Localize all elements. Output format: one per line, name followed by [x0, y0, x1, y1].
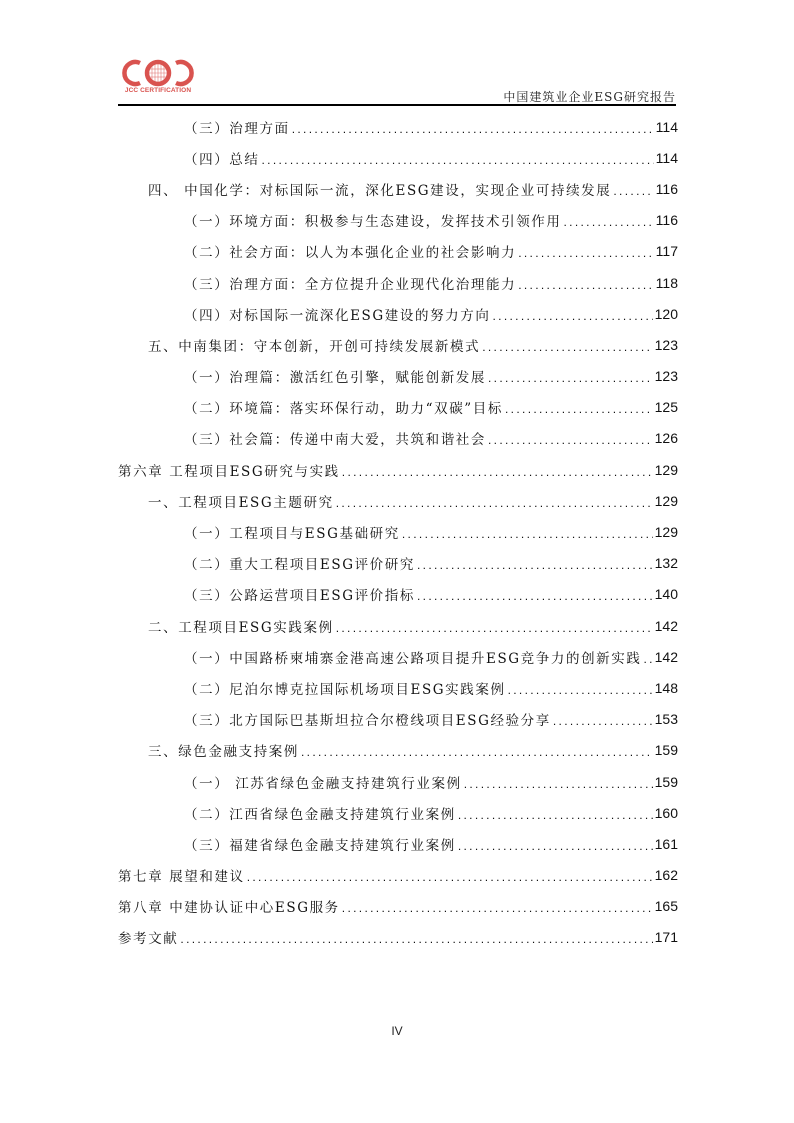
- toc-entry[interactable]: [118, 142, 678, 173]
- toc-entry-label[interactable]: （二）社会方面：以人为本强化企业的社会影响力: [184, 245, 517, 262]
- toc-entry-label[interactable]: （二）江西省绿色金融支持建筑行业案例: [184, 806, 456, 823]
- toc-entry-page[interactable]: 123: [654, 368, 678, 385]
- toc-entry-label[interactable]: （一）工程项目与ESG基础研究: [184, 526, 400, 543]
- toc-entry-page[interactable]: 142: [654, 617, 678, 634]
- toc-entry[interactable]: [118, 454, 678, 485]
- toc-entry[interactable]: [118, 267, 678, 298]
- toc-entry-label[interactable]: （三）福建省绿色金融支持建筑行业案例: [184, 837, 456, 854]
- toc-entry[interactable]: [118, 579, 678, 610]
- toc-entry[interactable]: [118, 828, 678, 859]
- toc-entry-label[interactable]: （一）环境方面：积极参与生态建设，发挥技术引领作用: [184, 214, 562, 231]
- toc-entry-page[interactable]: 123: [654, 336, 678, 353]
- toc-entry[interactable]: [118, 205, 678, 236]
- toc-entry-label[interactable]: 一、工程项目ESG主题研究: [148, 494, 334, 511]
- toc-entry[interactable]: [118, 610, 678, 641]
- toc-entry[interactable]: [118, 922, 678, 953]
- toc-entry[interactable]: [118, 329, 678, 360]
- toc-entry-label[interactable]: 参考文献: [118, 931, 179, 948]
- toc-entry-page[interactable]: 162: [654, 867, 678, 884]
- toc-entry-page[interactable]: 116: [655, 212, 678, 229]
- toc-entry-page[interactable]: 153: [654, 711, 678, 728]
- toc-entry-label[interactable]: 第八章 中建协认证中心ESG服务: [118, 900, 340, 917]
- toc-entry-page[interactable]: 125: [654, 399, 678, 416]
- toc-dot-leader: [262, 150, 654, 166]
- toc-entry-page[interactable]: 142: [654, 648, 678, 665]
- toc-entry-label[interactable]: （二）重大工程项目ESG评价研究: [184, 557, 415, 574]
- toc-dot-leader: [553, 711, 653, 727]
- toc-entry-label[interactable]: （三）北方国际巴基斯坦拉合尔橙线项目ESG经验分享: [184, 713, 551, 730]
- toc-entry[interactable]: [118, 548, 678, 579]
- toc-entry-page[interactable]: 114: [655, 118, 678, 135]
- toc-entry[interactable]: [118, 392, 678, 423]
- toc-entry-label[interactable]: （三）公路运营项目ESG评价指标: [184, 588, 415, 605]
- toc-entry-label[interactable]: （二）尼泊尔博克拉国际机场项目ESG实践案例: [184, 681, 506, 698]
- toc-entry[interactable]: [118, 485, 678, 516]
- toc-entry[interactable]: [118, 236, 678, 267]
- toc-dot-leader: [458, 805, 653, 821]
- toc-entry-page[interactable]: 171: [654, 929, 678, 946]
- toc-dot-leader: [613, 181, 653, 197]
- toc-dot-leader: [458, 836, 653, 852]
- toc-dot-leader: [417, 555, 653, 571]
- toc-entry[interactable]: [118, 423, 678, 454]
- toc-entry[interactable]: [118, 672, 678, 703]
- toc-entry-label[interactable]: （一）治理篇：激活红色引擎，赋能创新发展: [184, 370, 486, 387]
- report-title: 中国建筑业企业ESG研究报告: [503, 90, 676, 104]
- toc-entry-label[interactable]: 三、绿色金融支持案例: [148, 744, 299, 761]
- toc-dot-leader: [301, 742, 653, 758]
- toc-entry-page[interactable]: 140: [654, 586, 678, 603]
- toc-entry-page[interactable]: 120: [654, 305, 678, 322]
- toc-dot-leader: [342, 898, 653, 914]
- toc-entry-label[interactable]: 第六章 工程项目ESG研究与实践: [118, 463, 340, 480]
- toc-entry[interactable]: [118, 173, 678, 204]
- toc-dot-leader: [292, 119, 654, 135]
- toc-entry[interactable]: [118, 891, 678, 922]
- toc-dot-leader: [508, 680, 653, 696]
- toc-dot-leader: [417, 586, 653, 602]
- toc-entry-label[interactable]: 四、 中国化学：对标国际一流，深化ESG建设，实现企业可持续发展: [148, 182, 612, 199]
- toc-entry-label[interactable]: （四）对标国际一流深化ESG建设的努力方向: [184, 307, 491, 324]
- toc-dot-leader: [247, 867, 653, 883]
- toc-dot-leader: [518, 243, 653, 259]
- toc-entry[interactable]: [118, 797, 678, 828]
- toc-entry-label[interactable]: （二）环境篇：落实环保行动，助力“双碳”目标: [184, 401, 504, 418]
- toc-entry-page[interactable]: 116: [655, 180, 678, 197]
- toc-dot-leader: [336, 618, 653, 634]
- toc-entry-label[interactable]: 五、中南集团：守本创新，开创可持续发展新模式: [148, 338, 481, 355]
- toc-entry[interactable]: [118, 704, 678, 735]
- toc-entry-page[interactable]: 114: [655, 149, 678, 166]
- toc-entry-page[interactable]: 159: [654, 742, 678, 759]
- toc-dot-leader: [336, 493, 653, 509]
- toc-dot-leader: [488, 430, 653, 446]
- jcc-logo: [120, 58, 196, 98]
- toc-entry[interactable]: [118, 766, 678, 797]
- toc-entry-label[interactable]: 二、工程项目ESG实践案例: [148, 619, 334, 636]
- toc-entry-label[interactable]: （一） 江苏省绿色金融支持建筑行业案例: [184, 775, 462, 792]
- toc-dot-leader: [482, 337, 652, 353]
- toc-dot-leader: [518, 275, 653, 291]
- toc-entry-page[interactable]: 148: [654, 679, 678, 696]
- toc-dot-leader: [505, 399, 653, 415]
- toc-dot-leader: [342, 462, 653, 478]
- toc-entry-label[interactable]: （三）社会篇：传递中南大爱，共筑和谐社会: [184, 432, 486, 449]
- toc-entry-label[interactable]: （四）总结: [184, 151, 260, 168]
- toc-entry-label[interactable]: 第七章 展望和建议: [118, 869, 245, 886]
- toc-entry[interactable]: [118, 641, 678, 672]
- toc-dot-leader: [464, 774, 653, 790]
- toc-entry-page[interactable]: 118: [655, 274, 678, 291]
- toc-entry[interactable]: [118, 516, 678, 547]
- jcc-logo-icon: [120, 58, 196, 88]
- toc-dot-leader: [180, 929, 652, 945]
- toc-dot-leader: [402, 524, 653, 540]
- toc-dot-leader: [488, 368, 653, 384]
- toc-entry-page[interactable]: 129: [654, 461, 678, 478]
- toc-entry[interactable]: [118, 860, 678, 891]
- toc-entry[interactable]: [118, 111, 678, 142]
- toc-entry-label[interactable]: （三）治理方面: [184, 120, 290, 137]
- toc-entry-page[interactable]: 129: [654, 524, 678, 541]
- toc-entry-page[interactable]: 165: [654, 898, 678, 915]
- toc-entry-label[interactable]: （一）中国路桥柬埔寨金港高速公路项目提升ESG竞争力的创新实践: [184, 650, 642, 667]
- toc-entry[interactable]: [118, 361, 678, 392]
- toc-dot-leader: [564, 212, 654, 228]
- toc-entry-page[interactable]: 129: [654, 492, 678, 509]
- toc-entry-page[interactable]: 126: [654, 430, 678, 447]
- toc-dot-leader: [644, 649, 653, 665]
- toc-entry[interactable]: [118, 735, 678, 766]
- toc-entry-page[interactable]: 161: [654, 835, 678, 852]
- toc-entry[interactable]: [118, 298, 678, 329]
- logo-text: JCC CERTIFICATION: [124, 87, 192, 94]
- toc-entry-label[interactable]: （三）治理方面：全方位提升企业现代化治理能力: [184, 276, 517, 293]
- header-divider: [118, 104, 676, 106]
- toc-entry-page[interactable]: 160: [654, 804, 678, 821]
- page-number: IV: [391, 1024, 403, 1038]
- toc-entry-page[interactable]: 117: [655, 243, 678, 260]
- toc-entry-page[interactable]: 132: [654, 555, 678, 572]
- toc-entry-page[interactable]: 159: [654, 773, 678, 790]
- table-of-contents: [118, 111, 678, 953]
- toc-dot-leader: [493, 306, 653, 322]
